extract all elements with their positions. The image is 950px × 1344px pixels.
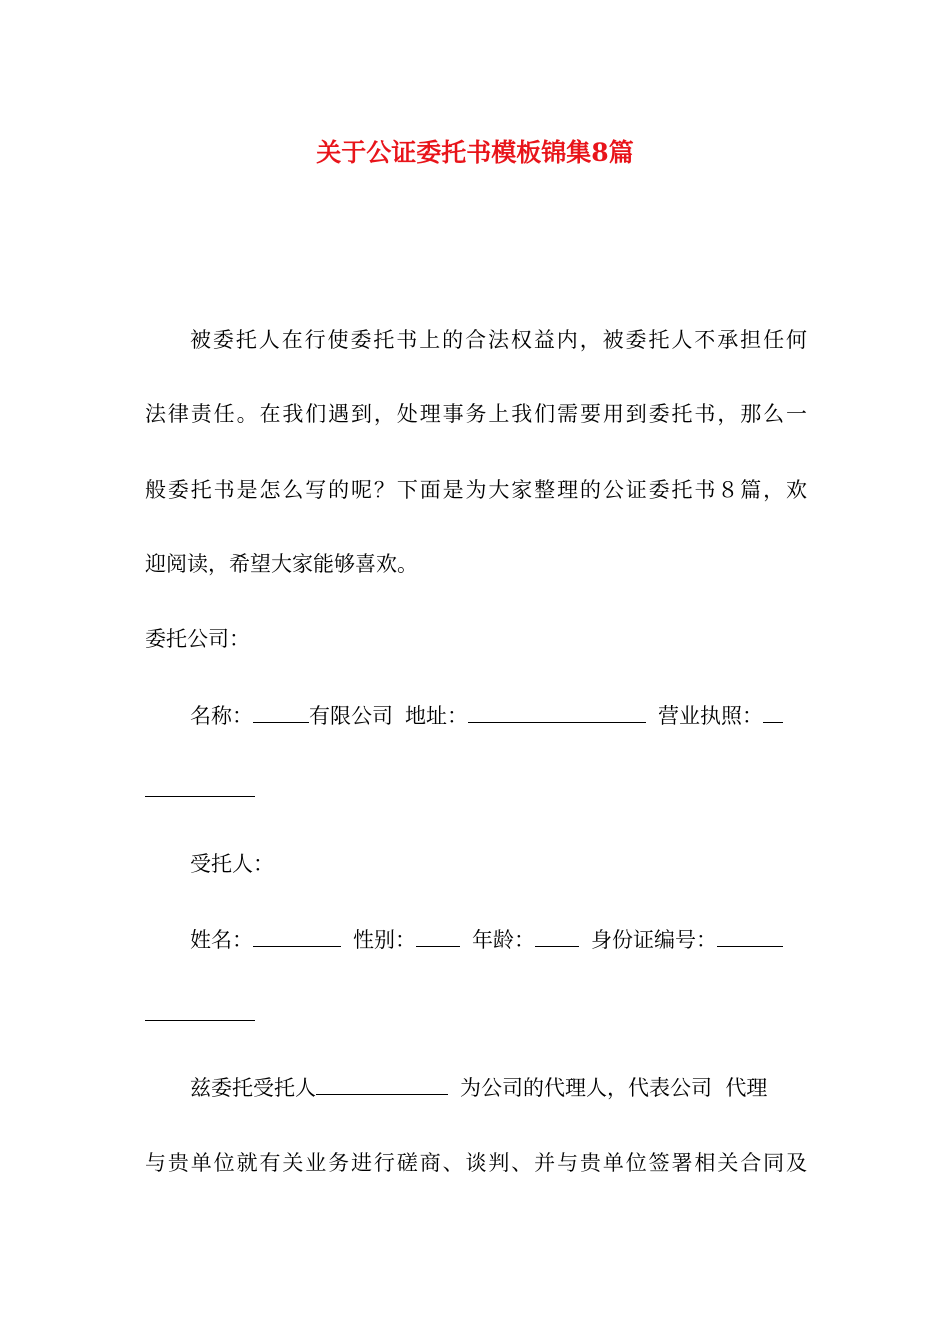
- agent-name-label: 姓名：: [190, 928, 253, 952]
- client-name-label: 名称：: [190, 704, 253, 728]
- client-fields-row: [190, 700, 807, 731]
- agent-name-blank[interactable]: [253, 924, 341, 947]
- agent-age-blank[interactable]: [535, 924, 579, 947]
- authorization-line-2: 与贵单位就有关业务进行磋商、谈判、并与贵单位签署相关合同及: [145, 1151, 807, 1175]
- authorization-agent-blank[interactable]: [316, 1072, 448, 1095]
- agent-heading: 受托人：: [190, 852, 274, 876]
- authorization-suffix: 为公司的代理人，代表公司 代理: [460, 1076, 768, 1100]
- agent-id-blank[interactable]: [717, 924, 783, 947]
- client-name-suffix: 有限公司: [309, 704, 393, 728]
- client-heading: 委托公司：: [145, 627, 250, 651]
- client-address-blank[interactable]: [468, 700, 646, 723]
- intro-line-1: 被委托人在行使委托书上的合法权益内，被委托人不承担任何: [190, 328, 807, 352]
- client-license-label: 营业执照：: [658, 704, 763, 728]
- client-name-blank[interactable]: [253, 700, 309, 723]
- client-license-blank[interactable]: [763, 700, 783, 723]
- agent-id-label: 身份证编号：: [591, 928, 717, 952]
- client-address-label: 地址：: [405, 704, 468, 728]
- document-title: 关于公证委托书模板锦集8篇: [316, 138, 634, 167]
- agent-gender-blank[interactable]: [416, 924, 460, 947]
- agent-gender-label: 性别：: [353, 928, 416, 952]
- agent-age-label: 年龄：: [472, 928, 535, 952]
- intro-line-2: 法律责任。在我们遇到，处理事务上我们需要用到委托书，那么一: [145, 402, 807, 426]
- intro-line-3: 般委托书是怎么写的呢？下面是为大家整理的公证委托书８篇，欢: [145, 478, 807, 502]
- agent-fields-row: [190, 924, 807, 955]
- intro-line-4: 迎阅读，希望大家能够喜欢。: [145, 552, 418, 576]
- authorization-prefix: 兹委托受托人: [190, 1076, 316, 1100]
- authorization-line-1: [190, 1072, 807, 1103]
- agent-id-blank-continued[interactable]: [145, 1020, 255, 1021]
- client-license-blank-continued[interactable]: [145, 796, 255, 797]
